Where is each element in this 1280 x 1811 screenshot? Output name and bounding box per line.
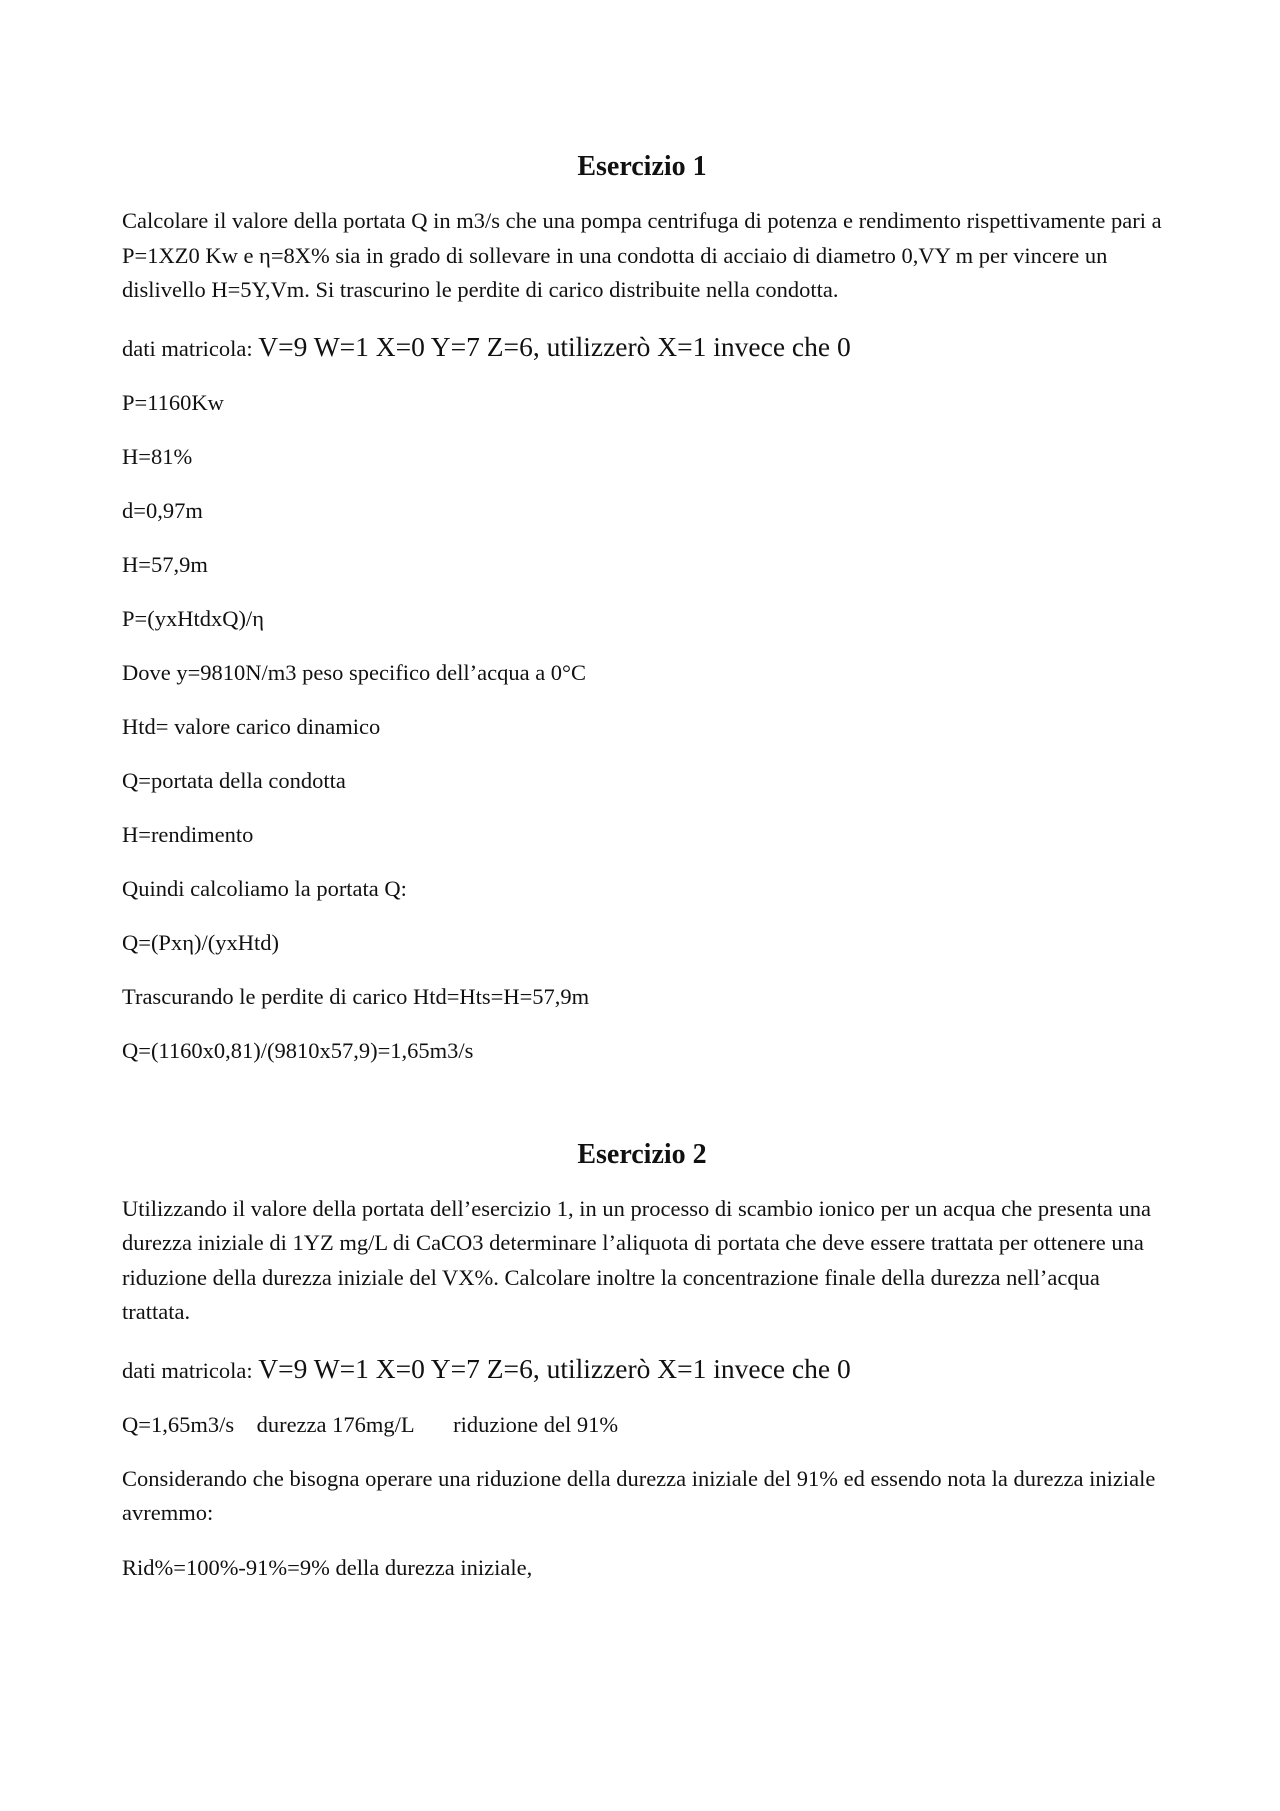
htd-definition: Htd= valore carico dinamico bbox=[122, 713, 381, 739]
dati-values: V=9 W=1 X=0 Y=7 Z=6, utilizzerò X=1 invece che 0 bbox=[258, 1352, 851, 1384]
power-line: P=1160Kw bbox=[122, 389, 224, 415]
q-formula: Q=(Pxη)/(yxHtd) bbox=[122, 929, 279, 955]
exercise-1-dati-matricola bbox=[122, 330, 1162, 366]
considering-paragraph: Considerando che bisogna operare una riduzione della durezza iniziale del 91% ed essendo nota la durezza iniziale avremmo: bbox=[122, 1465, 1156, 1525]
exercise-1-title: Esercizio 1 bbox=[577, 151, 707, 182]
losses-note: Trascurando le perdite di carico Htd=Hts=H=57,9m bbox=[122, 983, 590, 1009]
rid-line: Rid%=100%-91%=9% della durezza iniziale, bbox=[122, 1554, 533, 1580]
efficiency-line: H=81% bbox=[122, 443, 193, 469]
given-values-line: Q=1,65m3/s durezza 176mg/L riduzione del 91% bbox=[122, 1411, 619, 1437]
document-body bbox=[122, 150, 1162, 1585]
dati-label: dati matricola: bbox=[122, 335, 259, 361]
eta-definition: H=rendimento bbox=[122, 821, 254, 847]
power-formula: P=(yxHtdxQ)/η bbox=[122, 605, 264, 631]
exercise-2-dati-matricola bbox=[122, 1352, 1162, 1388]
diameter-line: d=0,97m bbox=[122, 497, 203, 523]
dati-label: dati matricola: bbox=[122, 1357, 259, 1383]
head-line: H=57,9m bbox=[122, 551, 208, 577]
specific-weight-note: Dove y=9810N/m3 peso specifico dell’acqua a 0°C bbox=[122, 659, 587, 685]
calc-intro: Quindi calcoliamo la portata Q: bbox=[122, 875, 407, 901]
q-definition: Q=portata della condotta bbox=[122, 767, 346, 793]
exercise-1-statement: Calcolare il valore della portata Q in m3/s che una pompa centrifuga di potenza e rendimento rispettivamente pari a P=1XZ0 Kw e η=8X% sia in grado di sollevare in una condotta di acciaio di diametro 0,VY m per vincere un dislivello H=5Y,Vm. Si trascurino le perdite di carico distribuite nella condotta. bbox=[122, 208, 1162, 302]
exercise-2-statement: Utilizzando il valore della portata dell’esercizio 1, in un processo di scambio ionico per un acqua che presenta una durezza iniziale di 1YZ mg/L di CaCO3 determinare l’aliquota di portata che deve essere trattata per ottenere una riduzione della durezza iniziale del VX%. Calcolare inoltre la concentrazione finale della durezza nell’acqua trattata. bbox=[122, 1195, 1151, 1324]
dati-values: V=9 W=1 X=0 Y=7 Z=6, utilizzerò X=1 invece che 0 bbox=[258, 330, 851, 362]
q-result: Q=(1160x0,81)/(9810x57,9)=1,65m3/s bbox=[122, 1037, 474, 1063]
exercise-2-title: Esercizio 2 bbox=[577, 1138, 707, 1170]
